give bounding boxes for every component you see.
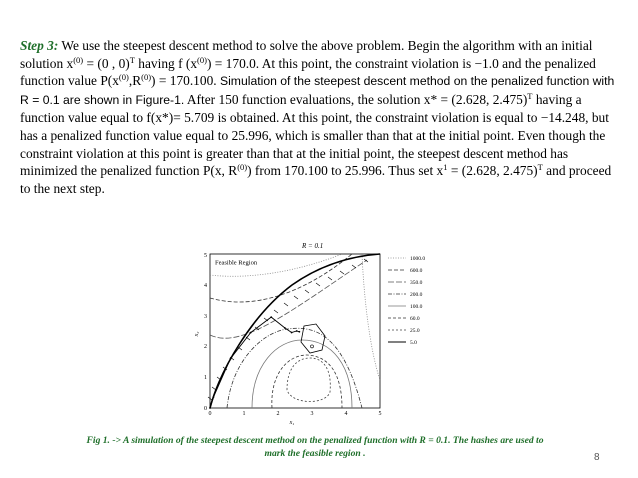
search-path-point <box>213 396 215 398</box>
search-path-point <box>296 330 298 332</box>
x-tick-label: 1 <box>242 411 246 417</box>
contour-figure <box>192 240 442 430</box>
legend-label: 350.0 <box>410 280 423 286</box>
figure-caption: Fig 1. -> A simulation of the steepest descent method on the penalized function with R = 0.1. The hashes are used to mark the feasible region . <box>86 435 544 459</box>
text-run: having a function value equal to f(x*)= 5.709 is obtained. At this point, the constraint violation is equal to −14.248, but has a penalized function value equal to 25.996, which is smaller than that at the initial point. Even though the constraint violation at this point is greater than that at the initial point, the steepest descent method has minimized the penalized function P(x, R <box>20 91 609 179</box>
search-path-point <box>270 316 272 318</box>
text-run: ) from 170.100 to 25.996. Thus set x <box>247 163 444 179</box>
text-run: = (2.628, 2.475) <box>447 163 538 179</box>
y-tick-label: 0 <box>204 406 207 412</box>
text-run: After 150 function evaluations, the solution x* = (2.628, 2.475) <box>184 91 528 107</box>
search-path-line <box>210 317 299 408</box>
text-run: ) = 170.100. <box>151 73 220 89</box>
contour-plot <box>192 240 442 430</box>
contour-100 <box>252 340 352 408</box>
search-path-point <box>291 332 293 334</box>
contour-right-1000 <box>362 254 380 380</box>
page-number: 8 <box>594 452 600 463</box>
contour-25 <box>287 358 330 402</box>
body-paragraph <box>20 37 620 197</box>
contour-60 <box>272 355 342 408</box>
text-run: and proceed to the next step. <box>20 163 612 196</box>
search-path-point <box>250 332 252 334</box>
y-tick-label: 4 <box>204 283 207 289</box>
legend-label: 200.0 <box>410 292 423 298</box>
y-tick-label: 1 <box>204 375 207 381</box>
search-path-point <box>284 327 286 329</box>
minimum-marker <box>311 345 314 348</box>
text-run: ) = 170.0. At this point, the constraint violation is −1.0 and the penalized function value P(x <box>20 55 596 89</box>
feasible-region-label: Feasible Region <box>215 259 258 267</box>
superscript: T <box>129 54 135 65</box>
superscript: (0) <box>141 72 152 83</box>
y-tick-label: 5 <box>204 253 207 259</box>
legend <box>388 256 425 346</box>
y-tick-label: 3 <box>204 314 207 320</box>
search-path-point <box>230 358 232 360</box>
text-run: having f (x <box>134 55 198 71</box>
constraint-boundary <box>210 254 380 408</box>
search-path-point <box>209 407 211 409</box>
superscript: 1 <box>443 162 448 173</box>
x-tick-label: 0 <box>208 411 212 417</box>
legend-label: 600.0 <box>410 268 423 274</box>
search-path-points <box>209 316 300 409</box>
legend-label: 100.0 <box>410 304 423 310</box>
step-label: Step 3: <box>20 38 59 53</box>
superscript: (0) <box>73 54 84 65</box>
text-run: We use the steepest descent method to solve the above problem. Begin the algorithm with an initial solution x <box>20 38 593 71</box>
superscript: (0) <box>118 72 129 83</box>
x-axis-label: x₁ <box>289 420 295 426</box>
x-tick-label: 4 <box>344 411 348 417</box>
figure-title: R = 0.1 <box>302 242 324 250</box>
y-tick-label: 2 <box>204 344 207 350</box>
text-run: = (0 , 0) <box>83 55 130 71</box>
superscript: T <box>527 90 533 101</box>
superscript: T <box>537 162 543 173</box>
text-run: ,R <box>128 73 142 89</box>
superscript: (0) <box>237 162 248 173</box>
plot-frame <box>210 254 380 408</box>
y-axis-label: x₂ <box>194 331 200 337</box>
sans-text-run: Simulation of the steepest descent method on the penalized function with R = 0.1 are shown in Figure-1. <box>20 74 615 107</box>
legend-label: 60.0 <box>410 316 420 322</box>
legend-label: 1000.0 <box>410 256 426 262</box>
legend-label: 25.0 <box>410 328 420 334</box>
search-path-point <box>298 331 300 333</box>
contour-350 <box>210 260 367 338</box>
superscript: (0) <box>197 54 207 65</box>
x-tick-label: 2 <box>276 411 280 417</box>
x-tick-label: 5 <box>378 411 382 417</box>
legend-label: 5.0 <box>410 340 417 346</box>
x-tick-label: 3 <box>310 411 314 417</box>
feasible-region-hashes <box>208 259 368 400</box>
